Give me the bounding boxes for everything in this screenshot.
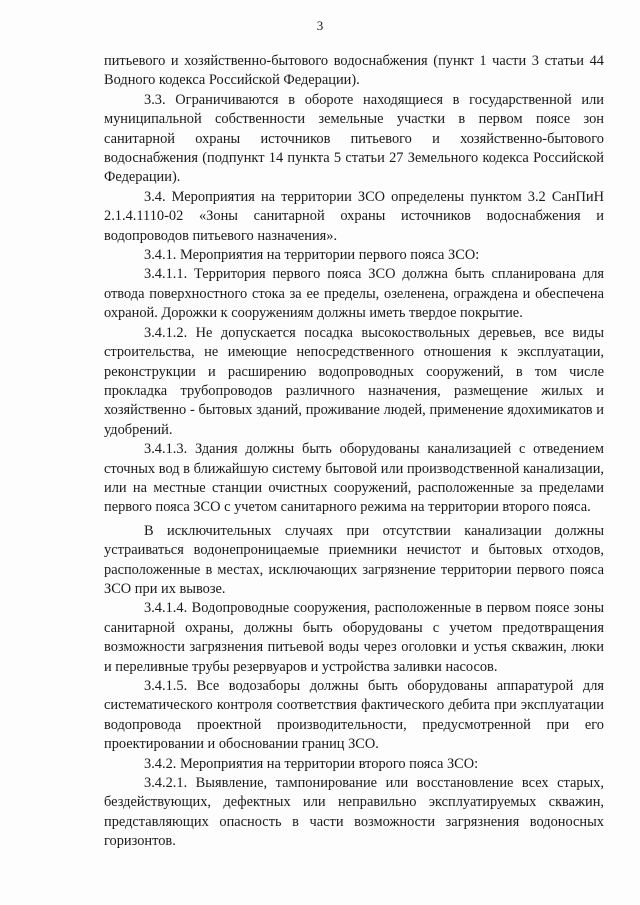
- paragraph-3-4-1: 3.4.1. Мероприятия на территории первого пояса ЗСО:: [144, 247, 480, 264]
- paragraph-3-4-1-1: 3.4.1.1. Территория первого пояса ЗСО должна быть спланирована для отвода поверхностного стока за ее пределы, озеленена, ограждена и обеспечена охраной. Дорожки к сооружениям должны иметь твердое покрытие.: [104, 266, 604, 322]
- paragraph-3-4-2: 3.4.2. Мероприятия на территории второго пояса ЗСО:: [144, 755, 479, 772]
- paragraph-3-4-1-5: 3.4.1.5. Все водозаборы должны быть оборудованы аппаратурой для систематического контроля соответствия фактического дебита при эксплуатации водопровода проектной производительности, предусмотренной при его проектировании и обосновании границ ЗСО.: [104, 678, 604, 753]
- paragraph-3-4-1-2: 3.4.1.2. Не допускается посадка высокоствольных деревьев, все виды строительства, не имеющие непосредственного отношения к эксплуатации, реконструкции и расширению водопроводных сооружений, в том числе прокладка трубопроводов различного назначения, размещение жилых и хозяйственно - бытовых зданий, проживание людей, применение ядохимикатов и удобрений.: [104, 324, 604, 438]
- paragraph-3-4-2-1: 3.4.2.1. Выявление, тампонирование или восстановление всех старых, бездействующих, дефектных или неправильно эксплуатируемых скважин, представляющих опасность в части возможности загрязнения водоносных горизонтов.: [104, 775, 604, 850]
- paragraph-continuation: питьевого и хозяйственно-бытового водоснабжения (пункт 1 части 3 статьи 44 Водного кодекса Российской Федерации).: [104, 53, 604, 89]
- paragraph-exceptional-cases: В исключительных случаях при отсутствии канализации должны устраиваться водонепроницаемые приемники нечистот и бытовых отходов, расположенные в местах, исключающих загрязнение территории первого пояса ЗСО при их вывозе.: [104, 522, 604, 597]
- paragraph-3-4: 3.4. Мероприятия на территории ЗСО определены пунктом 3.2 СанПиН 2.1.4.1110-02 «Зоны санитарной охраны источников водоснабжения и водопроводов питьевого назначения».: [104, 188, 604, 244]
- paragraph-3-4-1-4: 3.4.1.4. Водопроводные сооружения, расположенные в первом поясе зоны санитарной охраны, должны быть оборудованы с учетом предотвращения возможности загрязнения питьевой воды через оголовки и устья скважин, люки и переливные трубы резервуаров и устройства заливки насосов.: [104, 600, 604, 675]
- document-body: [104, 52, 604, 852]
- paragraph-3-4-1-3: 3.4.1.3. Здания должны быть оборудованы канализацией с отведением сточных вод в ближайшую систему бытовой или производственной канализации, или на местные станции очистных сооружений, расположенные за пределами первого пояса ЗСО с учетом санитарного режима на территории второго пояса.: [104, 441, 604, 516]
- page-number: 3: [316, 18, 324, 33]
- paragraph-3-3: 3.3. Ограничиваются в обороте находящиеся в государственной или муниципальной собственности земельные участки в первом поясе зон санитарной охраны источников питьевого и хозяйственно-бытового водоснабжения (подпункт 14 пункта 5 статьи 27 Земельного кодекса Российской Федерации).: [104, 91, 604, 186]
